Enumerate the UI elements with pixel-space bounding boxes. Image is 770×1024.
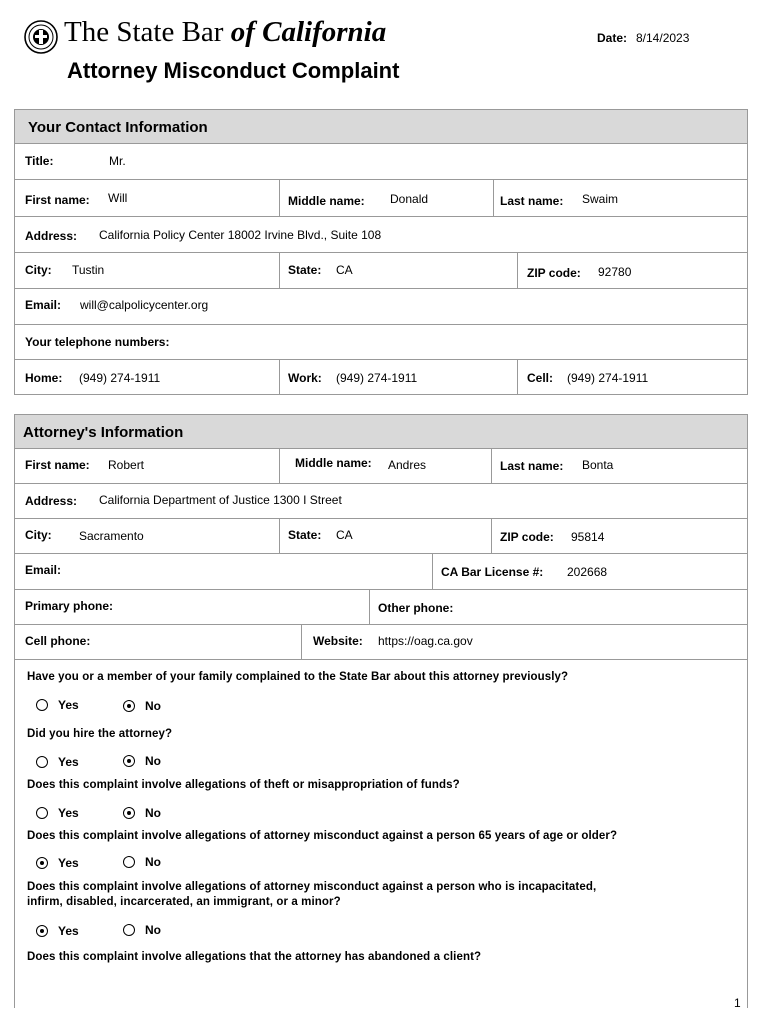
contact-address-field[interactable]: California Policy Center 18002 Irvine Blvd., Suite 108 [99, 228, 382, 242]
question-4-yes-label: Yes [58, 856, 79, 870]
attorney-last-name-label: Last name: [500, 459, 564, 473]
contact-state-field[interactable]: CA [336, 263, 353, 277]
question-5-yes-radio[interactable] [36, 925, 48, 937]
attorney-middle-name-label: Middle name: [295, 456, 372, 470]
question-5-text-line2: infirm, disabled, incarcerated, an immigrant, or a minor? [27, 896, 341, 908]
question-2-yes-radio[interactable] [36, 756, 48, 768]
attorney-address-field[interactable]: California Department of Justice 1300 I Street [99, 493, 342, 507]
question-2-text: Did you hire the attorney? [27, 728, 173, 740]
date-label: Date: [597, 31, 628, 45]
contact-last-name-field[interactable]: Swaim [582, 192, 619, 206]
attorney-city-label: City: [25, 528, 52, 542]
question-2-yes-label: Yes [58, 755, 79, 769]
contact-state-label: State: [288, 263, 322, 277]
question-3-yes-label: Yes [58, 806, 79, 820]
attorney-section-header [14, 414, 748, 449]
contact-home-phone-label: Home: [25, 371, 63, 385]
question-3-no-label: No [145, 806, 161, 820]
org-name-logo: The State Bar of California [64, 16, 387, 48]
ca-bar-license-field[interactable]: 202668 [567, 565, 608, 579]
page-number: 1 [734, 996, 741, 1010]
contact-work-phone-label: Work: [288, 371, 322, 385]
contact-work-phone-field[interactable]: (949) 274-1911 [336, 371, 418, 385]
question-4-text: Does this complaint involve allegations of attorney misconduct against a person 65 years of age or older? [27, 830, 618, 842]
question-2-no-label: No [145, 754, 161, 768]
contact-title-label: Title: [25, 154, 54, 168]
telephone-numbers-label: Your telephone numbers: [25, 335, 170, 349]
other-phone-label: Other phone: [378, 601, 454, 615]
attorney-email-label: Email: [25, 563, 62, 577]
website-field[interactable]: https://oag.ca.gov [378, 634, 473, 648]
contact-zip-label: ZIP code: [527, 266, 581, 280]
question-1-yes-label: Yes [58, 698, 79, 712]
question-6-text: Does this complaint involve allegations that the attorney has abandoned a client? [27, 951, 482, 963]
question-1-no-label: No [145, 699, 161, 713]
contact-first-name-field[interactable]: Will [108, 191, 128, 205]
contact-cell-phone-field[interactable]: (949) 274-1911 [567, 371, 649, 385]
contact-middle-name-label: Middle name: [288, 194, 365, 208]
contact-section-header [14, 109, 748, 144]
contact-address-label: Address: [25, 229, 78, 243]
question-3-no-radio[interactable] [123, 807, 135, 819]
contact-zip-field[interactable]: 92780 [598, 265, 632, 279]
question-2-no-radio[interactable] [123, 755, 135, 767]
contact-city-field[interactable]: Tustin [72, 263, 105, 277]
contact-email-field[interactable]: will@calpolicycenter.org [80, 298, 209, 312]
attorney-zip-label: ZIP code: [500, 530, 554, 544]
contact-form-box [14, 143, 748, 395]
attorney-last-name-field[interactable]: Bonta [582, 458, 614, 472]
contact-title-field[interactable]: Mr. [109, 154, 126, 168]
contact-cell-phone-label: Cell: [527, 371, 554, 385]
question-1-no-radio[interactable] [123, 700, 135, 712]
attorney-cell-phone-label: Cell phone: [25, 634, 91, 648]
date-value: 8/14/2023 [636, 31, 690, 45]
question-5-yes-label: Yes [58, 924, 79, 938]
question-3-yes-radio[interactable] [36, 807, 48, 819]
attorney-state-label: State: [288, 528, 322, 542]
question-5-no-radio[interactable] [123, 924, 135, 936]
question-4-no-label: No [145, 855, 161, 869]
attorney-section-title: Attorney's Information [23, 424, 184, 441]
question-5-no-label: No [145, 923, 161, 937]
contact-first-name-label: First name: [25, 193, 90, 207]
contact-home-phone-field[interactable]: (949) 274-1911 [79, 371, 161, 385]
attorney-zip-field[interactable]: 95814 [571, 530, 605, 544]
contact-middle-name-field[interactable]: Donald [390, 192, 429, 206]
contact-last-name-label: Last name: [500, 194, 564, 208]
form-title: Attorney Misconduct Complaint [67, 58, 400, 83]
question-3-text: Does this complaint involve allegations of theft or misappropriation of funds? [27, 779, 460, 791]
state-bar-seal-logo [24, 20, 58, 54]
attorney-state-field[interactable]: CA [336, 528, 353, 542]
primary-phone-label: Primary phone: [25, 599, 114, 613]
ca-bar-license-label: CA Bar License #: [441, 565, 544, 579]
attorney-first-name-label: First name: [25, 458, 90, 472]
website-label: Website: [313, 634, 363, 648]
question-4-no-radio[interactable] [123, 856, 135, 868]
attorney-first-name-field[interactable]: Robert [108, 458, 145, 472]
question-1-yes-radio[interactable] [36, 699, 48, 711]
contact-email-label: Email: [25, 298, 62, 312]
contact-city-label: City: [25, 263, 52, 277]
question-1-text: Have you or a member of your family complained to the State Bar about this attorney previously? [27, 671, 569, 683]
attorney-address-label: Address: [25, 494, 78, 508]
question-4-yes-radio[interactable] [36, 857, 48, 869]
attorney-city-field[interactable]: Sacramento [79, 529, 144, 543]
attorney-middle-name-field[interactable]: Andres [388, 458, 427, 472]
contact-section-title: Your Contact Information [28, 119, 208, 136]
question-5-text-line1: Does this complaint involve allegations of attorney misconduct against a person who is incapacitated, [27, 881, 597, 893]
